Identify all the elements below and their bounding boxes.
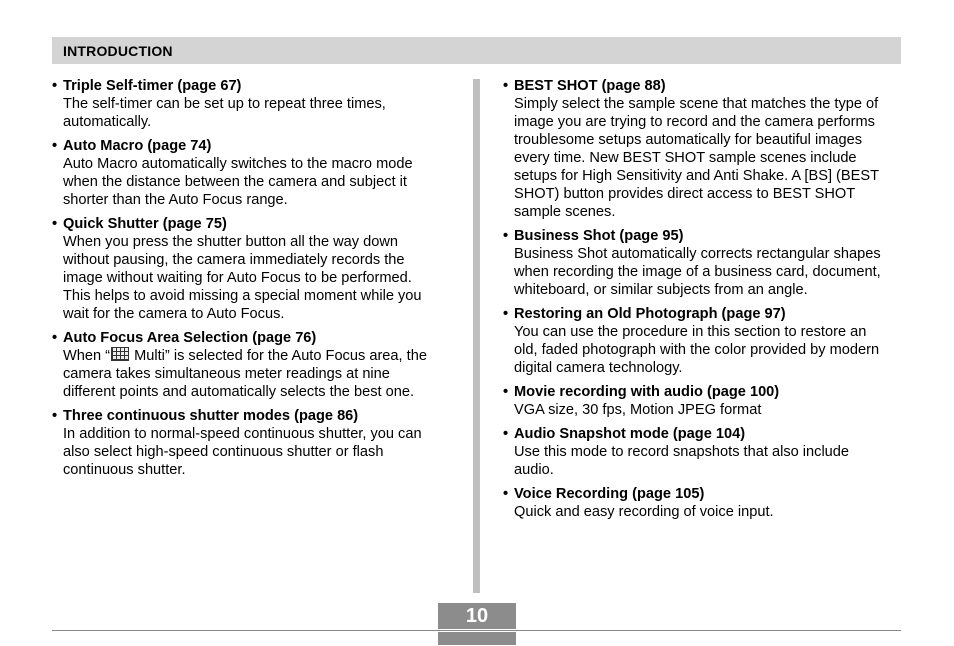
bullet-icon: • — [52, 408, 58, 424]
feature-heading: Triple Self-timer (page 67) — [63, 78, 242, 94]
feature-item — [52, 329, 452, 401]
feature-description: The self-timer can be set up to repeat three times, automatically. — [63, 96, 386, 130]
section-title: INTRODUCTION — [63, 43, 173, 59]
bullet-icon: • — [52, 330, 58, 346]
feature-heading: Restoring an Old Photograph (page 97) — [514, 306, 786, 322]
feature-item — [503, 425, 903, 479]
feature-description: VGA size, 30 fps, Motion JPEG format — [514, 402, 762, 418]
bullet-icon: • — [503, 426, 509, 442]
bullet-icon: • — [503, 384, 509, 400]
bullet-icon: • — [52, 138, 58, 154]
feature-item — [503, 383, 903, 419]
page-number-badge — [438, 603, 516, 645]
feature-item — [503, 305, 903, 377]
section-header-bar — [52, 37, 901, 64]
feature-description: In addition to normal-speed continuous shutter, you can also select high-speed continuous shutter or flash continuous shutter. — [63, 426, 422, 478]
bullet-icon: • — [503, 78, 509, 94]
feature-item — [503, 485, 903, 521]
feature-item — [52, 215, 452, 323]
bullet-icon: • — [52, 78, 58, 94]
feature-description: You can use the procedure in this section to restore an old, faded photograph with the color provided by modern digital camera technology. — [514, 324, 880, 376]
feature-item — [52, 407, 452, 479]
feature-description: When you press the shutter button all the way down without pausing, the camera immediately records the image without waiting for Auto Focus to be performed. This helps to avoid missing a special moment while you wait for the camera to Auto Focus. — [63, 234, 422, 322]
page-number-tab — [438, 632, 516, 645]
feature-item — [503, 77, 903, 221]
feature-heading: Auto Focus Area Selection (page 76) — [63, 330, 317, 346]
column-divider — [473, 79, 480, 593]
feature-item — [52, 137, 452, 209]
feature-heading: Movie recording with audio (page 100) — [514, 384, 780, 400]
multi-af-grid-icon — [111, 347, 129, 361]
bullet-icon: • — [52, 216, 58, 232]
bullet-icon: • — [503, 306, 509, 322]
feature-item — [52, 77, 452, 131]
feature-heading: BEST SHOT (page 88) — [514, 78, 666, 94]
feature-heading: Quick Shutter (page 75) — [63, 216, 227, 232]
feature-description: Use this mode to record snapshots that also include audio. — [514, 444, 850, 478]
feature-description: Auto Macro automatically switches to the macro mode when the distance between the camera and subject it shorter than the Auto Focus range. — [63, 156, 413, 208]
feature-description: When “ Multi” is selected for the Auto Focus area, the camera takes simultaneous meter readings at nine different points and automatically selects the best one. — [63, 348, 427, 400]
bullet-icon: • — [503, 228, 509, 244]
feature-description: Simply select the sample scene that matches the type of image you are trying to record and the camera performs troublesome setups automatically for beautiful images every time. New BEST SHOT sample scenes include setups for High Sensitivity and Anti Shake. A [BS] (BEST SHOT) button provides direct access to BEST SHOT sample scenes. — [514, 96, 880, 220]
feature-description: Business Shot automatically corrects rectangular shapes when recording the image of a business card, document, whiteboard, or similar subjects from an angle. — [514, 246, 881, 298]
feature-heading: Business Shot (page 95) — [514, 228, 684, 244]
left-column — [52, 77, 452, 485]
right-column — [503, 77, 903, 527]
feature-heading: Three continuous shutter modes (page 86) — [63, 408, 359, 424]
feature-description: Quick and easy recording of voice input. — [514, 504, 774, 520]
feature-item — [503, 227, 903, 299]
page-number: 10 — [438, 603, 516, 629]
bullet-icon: • — [503, 486, 509, 502]
feature-heading: Auto Macro (page 74) — [63, 138, 212, 154]
feature-heading: Audio Snapshot mode (page 104) — [514, 426, 746, 442]
feature-heading: Voice Recording (page 105) — [514, 486, 705, 502]
